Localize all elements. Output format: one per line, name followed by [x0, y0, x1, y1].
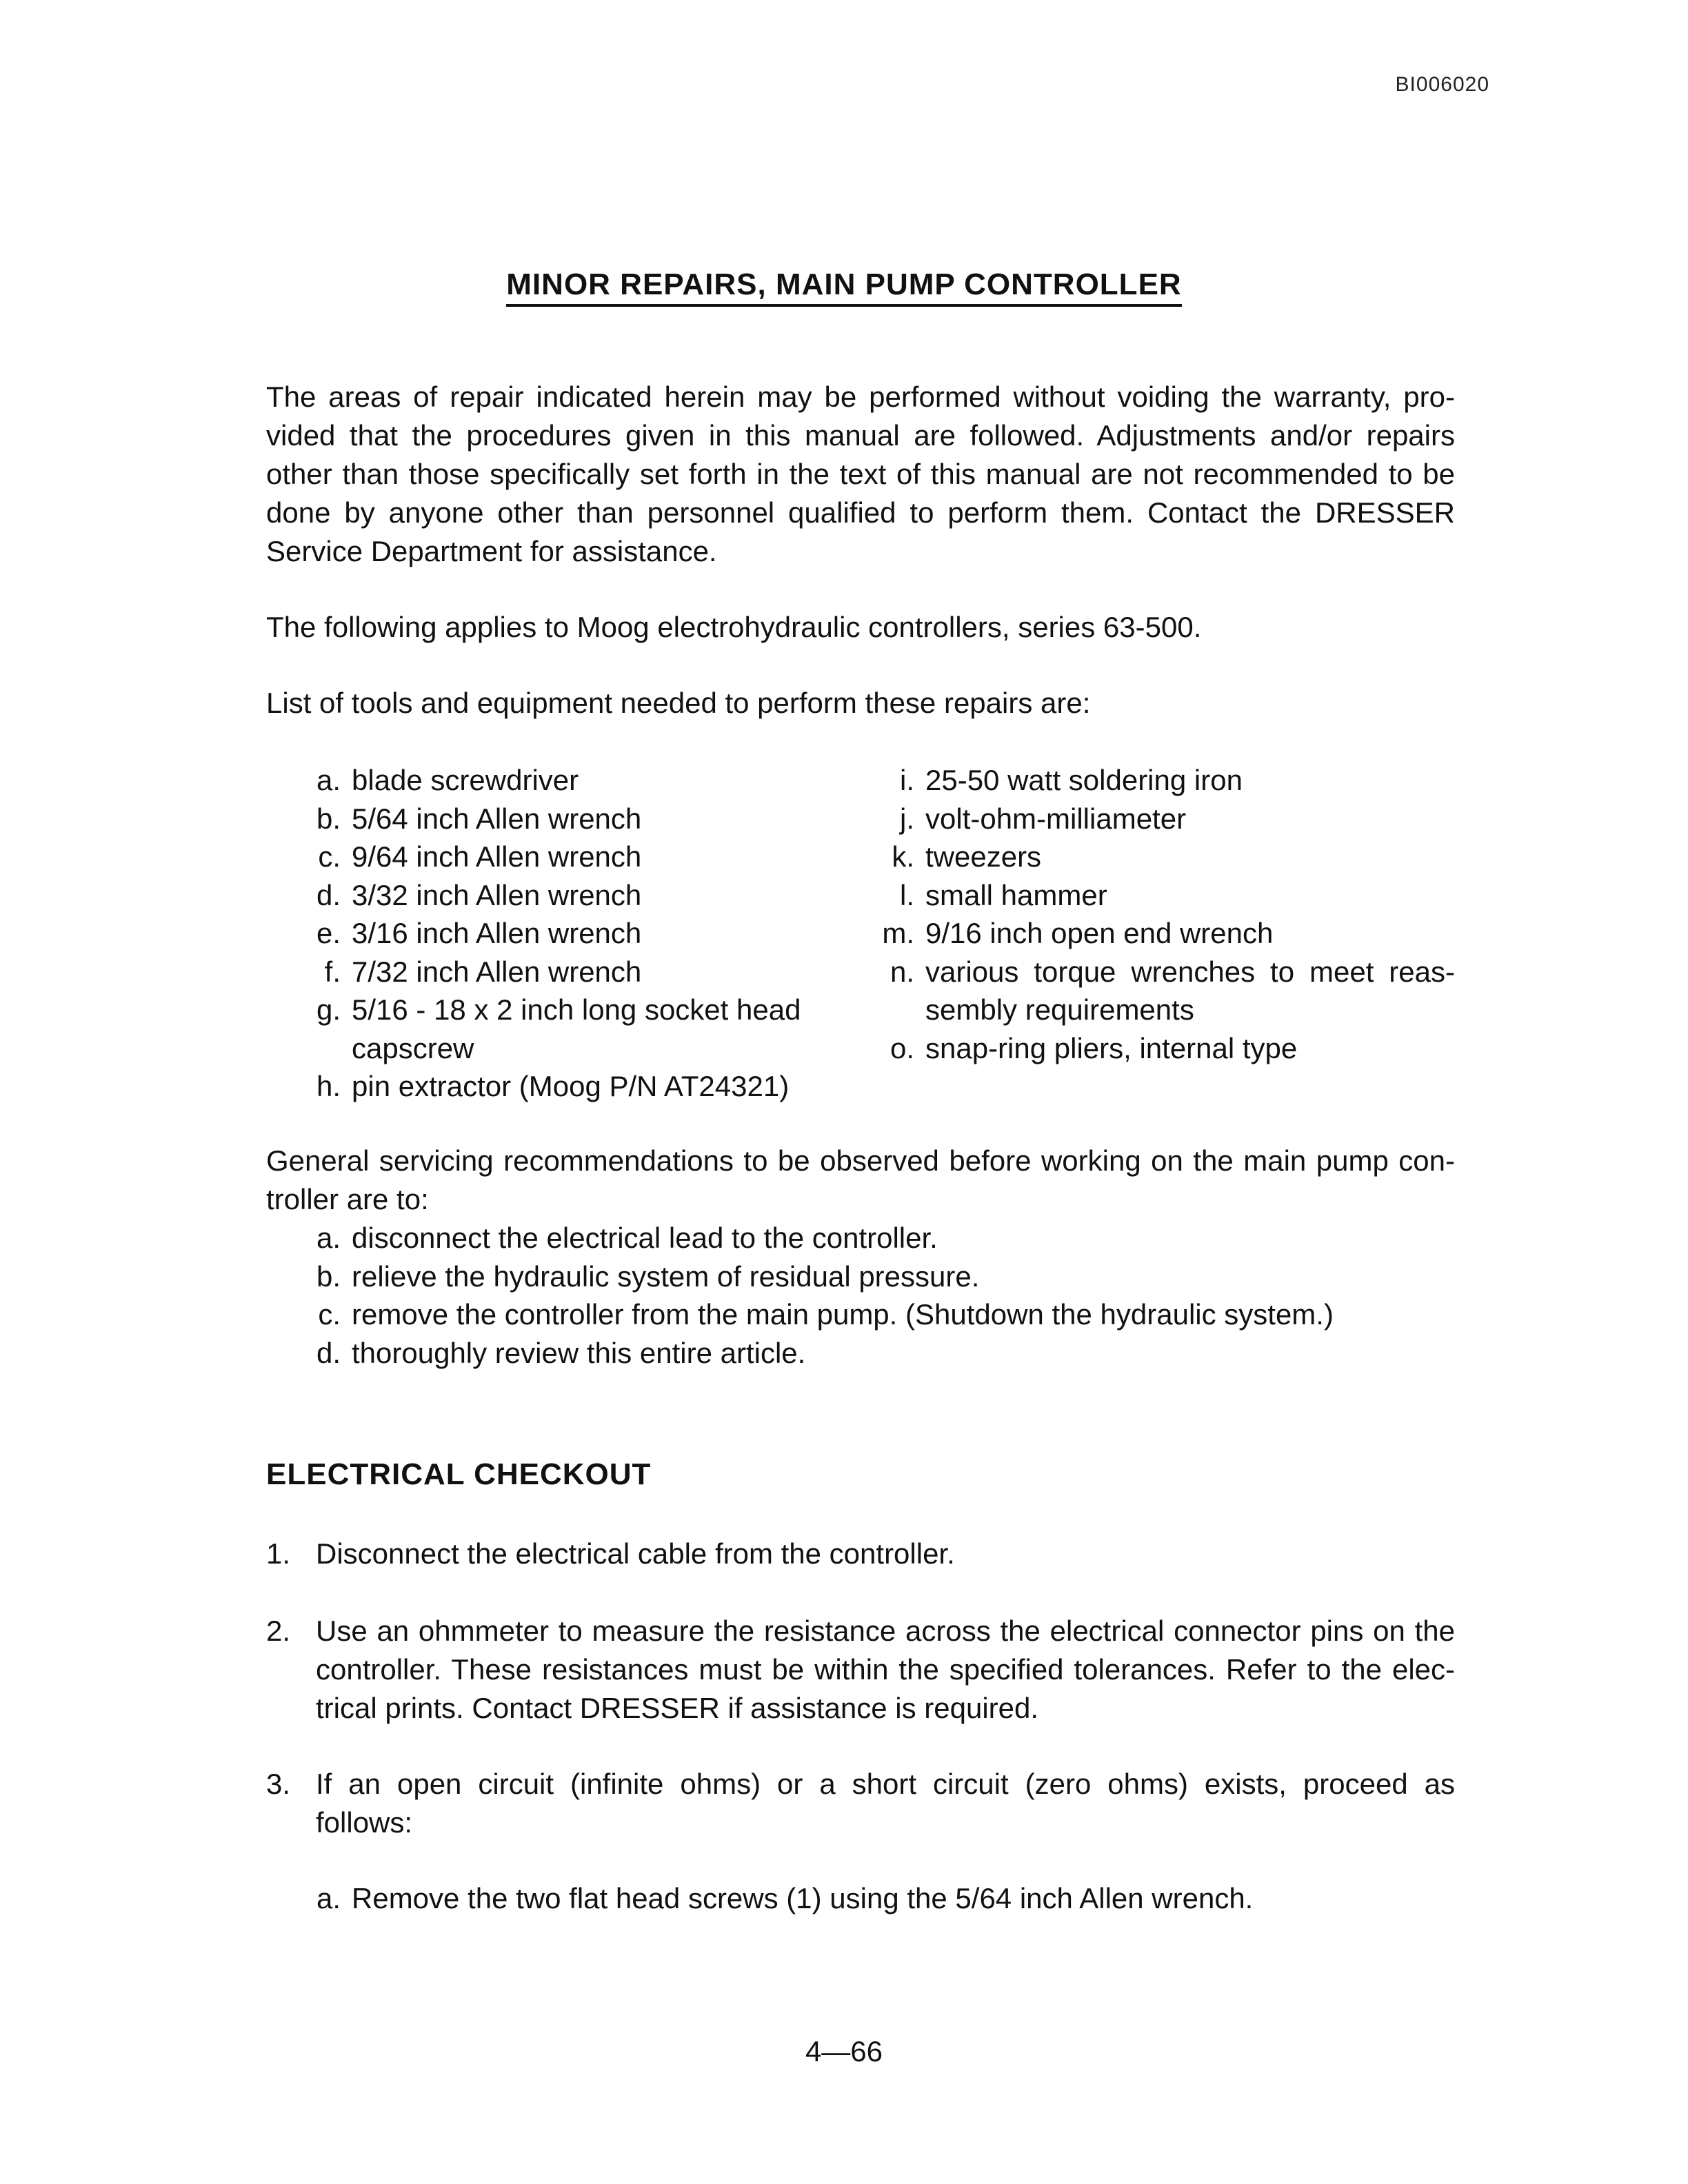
- paragraph-line: Service Department for assistance.: [266, 535, 717, 567]
- step-item: [266, 1535, 1455, 1573]
- paragraph-line: done by anyone other than personnel qualified to perform them. Contact the DRESSER: [266, 496, 1455, 529]
- list-item-text: 9/64 inch Allen wrench: [352, 840, 642, 873]
- list-marker: c.: [318, 840, 341, 873]
- list-item: [302, 991, 867, 1067]
- list-item-text: sembly requirements: [925, 993, 1194, 1026]
- applies-paragraph: [266, 608, 1455, 647]
- list-item: [302, 953, 867, 991]
- list-item-text: relieve the hydraulic system of residual pressure.: [352, 1260, 980, 1293]
- list-item: [302, 838, 867, 876]
- list-item: [302, 1295, 1455, 1334]
- step-item: [266, 1765, 1455, 1842]
- page-title-text: MINOR REPAIRS, MAIN PUMP CONTROLLER: [506, 267, 1181, 307]
- list-marker: o.: [890, 1031, 914, 1064]
- step-text: If an open circuit (infinite ohms) or a short circuit (zero ohms) exists, proceed as: [316, 1768, 1455, 1800]
- list-item-text: 9/16 inch open end wrench: [925, 917, 1274, 949]
- list-item-text: blade screwdriver: [352, 764, 579, 796]
- list-item-text: 5/16 - 18 x 2 inch long socket head: [352, 993, 801, 1026]
- list-item-text: 3/32 inch Allen wrench: [352, 878, 642, 911]
- list-item-text: volt-ohm-milliameter: [925, 802, 1187, 835]
- paragraph-line: troller are to:: [266, 1183, 429, 1215]
- list-marker: b.: [316, 1260, 341, 1293]
- list-item-text: remove the controller from the main pump. (Shutdown the hydraulic system.): [352, 1298, 1334, 1331]
- list-item-text: snap-ring pliers, internal type: [925, 1031, 1298, 1064]
- substep-list: [302, 1879, 1455, 1918]
- step-number: 2.: [266, 1615, 291, 1647]
- list-marker: h.: [316, 1070, 341, 1102]
- list-item-text: 7/32 inch Allen wrench: [352, 955, 642, 988]
- list-item: [302, 800, 867, 838]
- list-item-text: tweezers: [925, 840, 1042, 873]
- list-marker: d.: [316, 878, 341, 911]
- section-heading: ELECTRICAL CHECKOUT: [266, 1457, 652, 1491]
- list-marker: f.: [324, 955, 341, 988]
- step-item: [266, 1612, 1455, 1728]
- tools-list-right: [876, 761, 1455, 1067]
- list-marker: a.: [316, 1882, 341, 1914]
- paragraph-line: The following applies to Moog electrohydraulic controllers, series 63-500.: [266, 611, 1202, 643]
- list-marker: a.: [316, 1222, 341, 1254]
- list-item-text: pin extractor (Moog P/N AT24321): [352, 1070, 790, 1102]
- paragraph-line: vided that the procedures given in this manual are followed. Adjustments and/or repairs: [266, 419, 1455, 452]
- list-marker: i.: [900, 764, 914, 796]
- list-item-text: small hammer: [925, 878, 1107, 911]
- step-text: Use an ohmmeter to measure the resistance across the electrical connector pins on the: [316, 1615, 1455, 1647]
- list-item-text: capscrew: [352, 1031, 474, 1064]
- list-item: [302, 876, 867, 915]
- list-item: [302, 1334, 1455, 1373]
- list-marker: n.: [890, 955, 914, 988]
- list-item-text: 3/16 inch Allen wrench: [352, 917, 642, 949]
- tools-list-left: [302, 761, 867, 1106]
- step-number: 3.: [266, 1768, 291, 1800]
- tools-intro: [266, 684, 1455, 722]
- paragraph-line: List of tools and equipment needed to perform these repairs are:: [266, 687, 1091, 719]
- list-marker: c.: [318, 1298, 341, 1331]
- intro-paragraph: [266, 378, 1455, 571]
- paragraph-line: General servicing recommendations to be observed before working on the main pump con-: [266, 1144, 1455, 1177]
- general-items-list: [302, 1219, 1455, 1372]
- page-title: [0, 267, 1688, 302]
- list-marker: d.: [316, 1336, 341, 1369]
- paragraph-line: The areas of repair indicated herein may be performed without voiding the warranty, pro-: [266, 381, 1455, 413]
- list-item: [302, 1219, 1455, 1257]
- step-text: follows:: [316, 1806, 413, 1839]
- list-marker: m.: [882, 917, 914, 949]
- list-item-text: Remove the two flat head screws (1) using the 5/64 inch Allen wrench.: [352, 1882, 1254, 1914]
- list-item: [876, 876, 1455, 915]
- step-text: controller. These resistances must be within the specified tolerances. Refer to the elec-: [316, 1653, 1455, 1686]
- list-item: [302, 1067, 867, 1106]
- list-item: [302, 914, 867, 953]
- list-marker: a.: [316, 764, 341, 796]
- list-item-text: 25-50 watt soldering iron: [925, 764, 1243, 796]
- step-text: Disconnect the electrical cable from the controller.: [316, 1537, 955, 1570]
- list-marker: e.: [316, 917, 341, 949]
- list-item: [302, 1879, 1455, 1918]
- list-item: [302, 1257, 1455, 1296]
- list-item-text: thoroughly review this entire article.: [352, 1336, 806, 1369]
- list-marker: g.: [316, 993, 341, 1026]
- list-item-text: disconnect the electrical lead to the controller.: [352, 1222, 938, 1254]
- paragraph-line: other than those specifically set forth in the text of this manual are not recommended to be: [266, 458, 1455, 490]
- page-number: 4—66: [805, 2035, 883, 2067]
- list-marker: b.: [316, 802, 341, 835]
- list-marker: k.: [892, 840, 914, 873]
- list-item: [302, 761, 867, 800]
- step-number: 1.: [266, 1537, 291, 1570]
- list-marker: l.: [900, 878, 914, 911]
- general-intro: [266, 1142, 1455, 1219]
- list-item-text: various torque wrenches to meet reas-: [925, 955, 1455, 988]
- list-item: [876, 1029, 1455, 1068]
- list-item: [876, 953, 1455, 1029]
- list-item: [876, 914, 1455, 953]
- list-marker: j.: [900, 802, 914, 835]
- step-text: trical prints. Contact DRESSER if assistance is required.: [316, 1692, 1039, 1724]
- list-item: [876, 761, 1455, 800]
- list-item-text: 5/64 inch Allen wrench: [352, 802, 642, 835]
- document-id: BI006020: [1395, 73, 1489, 96]
- list-item: [876, 800, 1455, 838]
- list-item: [876, 838, 1455, 876]
